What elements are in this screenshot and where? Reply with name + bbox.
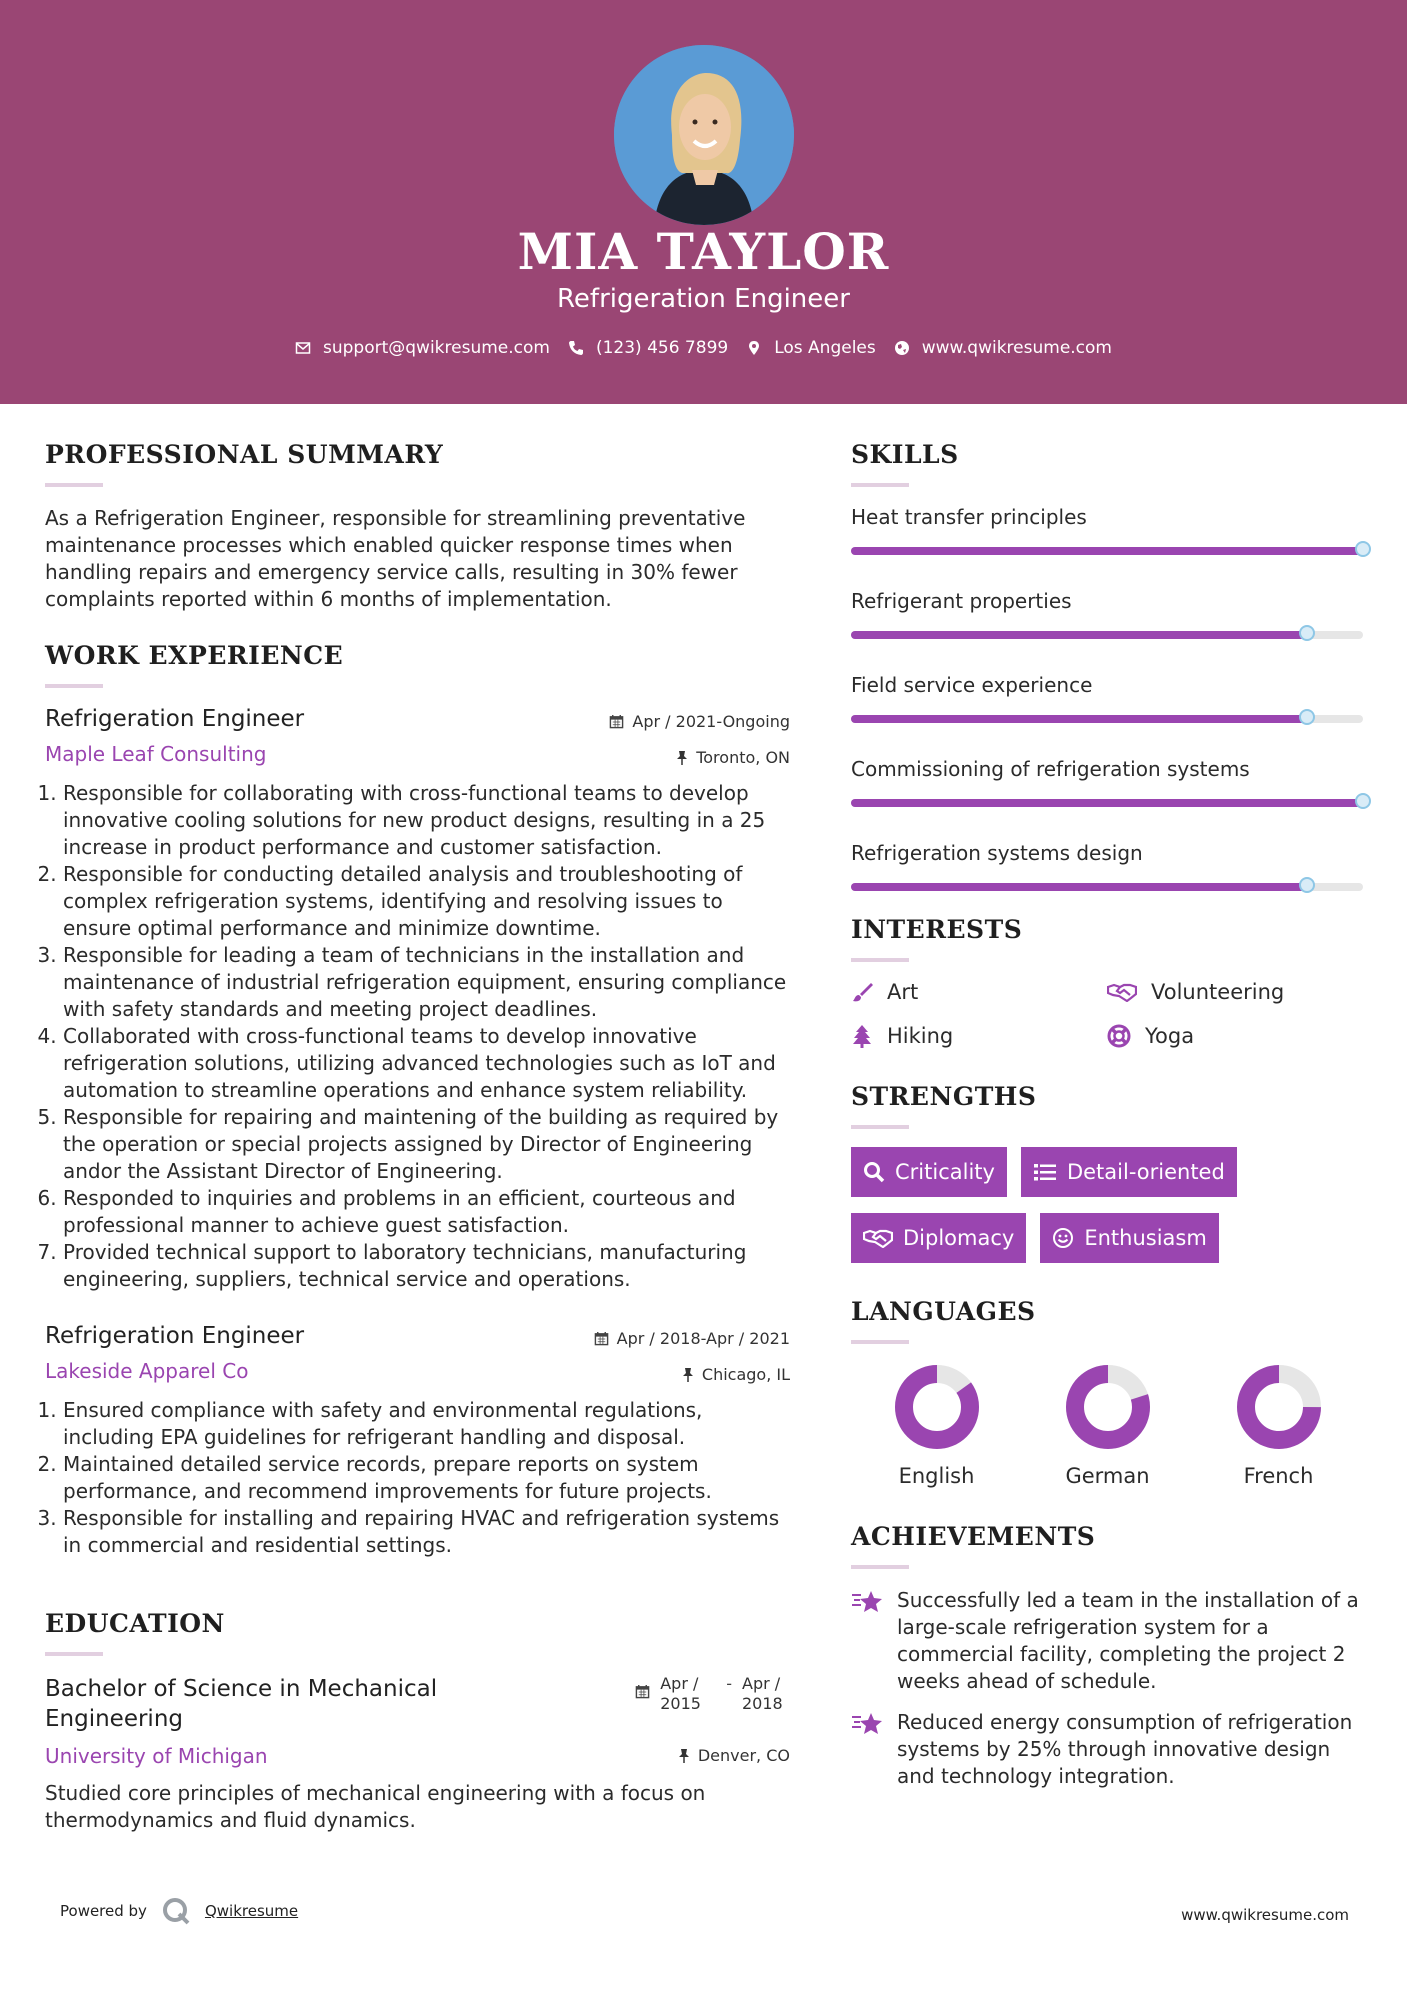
interest-item <box>851 980 1107 1004</box>
list-item: 1. Ensured compliance with safety and environmental regulations, including EPA guidelines for refrigerant handling and disposal. <box>63 1397 790 1451</box>
calendar-icon <box>609 714 624 729</box>
list-item: 2. Maintained detailed service records, prepare reports on system performance, and recommend improvements for future projects. <box>63 1451 790 1505</box>
achievement-item <box>851 1587 1366 1695</box>
job-location <box>676 748 790 767</box>
language-donut <box>1234 1362 1324 1452</box>
company-name: Lakeside Apparel Co <box>45 1359 249 1383</box>
pushpin-icon <box>678 1748 690 1764</box>
skill-bar-knob <box>1355 541 1371 557</box>
skill-bar <box>851 799 1363 807</box>
list-item: 1. Responsible for collaborating with cross-functional teams to develop innovative cooling solutions for new product designs, resulting in a 25 increase in product performance and customer satisfaction. <box>63 780 790 861</box>
map-pin-icon <box>746 340 762 356</box>
education-location-text: Denver, CO <box>697 1746 790 1765</box>
strength-label: Enthusiasm <box>1084 1226 1207 1250</box>
skill-name: Refrigeration systems design <box>851 841 1143 865</box>
summary-text: As a Refrigeration Engineer, responsible for streamlining preventative maintenance processes which enabled quicker response times when handling repairs and emergency service calls, resulting in 30% fewer complaints reported within 6 months of implementation. <box>45 506 746 611</box>
list-item: 2. Responsible for conducting detailed analysis and troubleshooting of complex refrigeration systems, identifying and resolving issues to ensure optimal performance and minimize downtime. <box>63 861 790 942</box>
paintbrush-icon <box>851 981 873 1003</box>
job-bullets <box>45 1397 790 1559</box>
contact-email[interactable] <box>295 338 550 358</box>
interest-item <box>851 1024 1107 1048</box>
section-divider <box>45 1652 103 1656</box>
job-entry <box>45 1323 790 1559</box>
achievements-list <box>851 1587 1366 1790</box>
shooting-star-icon <box>851 1711 883 1735</box>
contact-email-text: support@qwikresume.com <box>323 338 550 358</box>
interest-label: Art <box>887 980 919 1004</box>
smile-icon <box>1052 1227 1074 1249</box>
interest-label: Yoga <box>1145 1024 1195 1048</box>
achievement-text: Reduced energy consumption of refrigeration systems by 25% through innovative design and technology integration. <box>897 1710 1353 1788</box>
header-banner <box>0 0 1407 404</box>
search-icon <box>863 1161 885 1183</box>
strength-chip <box>1021 1147 1237 1197</box>
education-location <box>678 1746 790 1765</box>
skill-bar <box>851 883 1363 891</box>
skill-bar-fill <box>851 883 1307 891</box>
skill-bar <box>851 631 1363 639</box>
section-divider <box>851 483 909 487</box>
skill-bar <box>851 547 1363 555</box>
candidate-title: Refrigeration Engineer <box>557 284 850 314</box>
education-entry <box>45 1674 790 1834</box>
school-name: University of Michigan <box>45 1744 268 1768</box>
list-item: 3. Responsible for installing and repairing HVAC and refrigeration systems in commercial and residential settings. <box>63 1505 790 1559</box>
interests-heading: INTERESTS <box>851 915 1023 944</box>
list-item: 7. Provided technical support to laboratory technicians, manufacturing engineering, suppliers, technical service and operations. <box>63 1239 790 1293</box>
qwikresume-logo-icon <box>161 1896 191 1926</box>
languages-heading: LANGUAGES <box>851 1297 1036 1326</box>
lifering-icon <box>1107 1024 1131 1048</box>
strengths-list <box>851 1147 1321 1263</box>
powered-by-text: Powered by <box>60 1902 147 1920</box>
strengths-heading: STRENGTHS <box>851 1082 1037 1111</box>
job-entry <box>45 706 790 1293</box>
left-column <box>45 440 790 1834</box>
job-dates <box>594 1329 790 1348</box>
job-dates-text: Apr / 2018-Apr / 2021 <box>616 1329 790 1348</box>
job-location-text: Chicago, IL <box>701 1365 790 1384</box>
interest-label: Hiking <box>887 1024 954 1048</box>
language-donut <box>892 1362 982 1452</box>
skill-bar-fill <box>851 631 1307 639</box>
degree-title: Bachelor of Science in Mechanical Engineering <box>45 1676 438 1732</box>
contact-bar <box>0 338 1407 358</box>
footer-branding <box>60 1896 298 1926</box>
skills-list <box>851 505 1366 891</box>
achievements-heading: ACHIEVEMENTS <box>851 1522 1096 1551</box>
language-label: French <box>1243 1464 1314 1488</box>
experience-heading: WORK EXPERIENCE <box>45 641 344 670</box>
contact-location <box>746 338 876 358</box>
section-divider <box>851 1565 909 1569</box>
section-divider <box>851 1340 909 1344</box>
skill-name: Commissioning of refrigeration systems <box>851 757 1250 781</box>
strength-chip <box>851 1213 1026 1263</box>
section-divider <box>851 958 909 962</box>
list-item: 3. Responsible for leading a team of technicians in the installation and maintenance of industrial refrigeration equipment, ensuring compliance with safety standards and meeting project deadlines. <box>63 942 790 1023</box>
contact-phone-text: (123) 456 7899 <box>595 338 729 358</box>
strength-label: Diplomacy <box>903 1226 1015 1250</box>
skill-name: Heat transfer principles <box>851 505 1087 529</box>
skill-bar-knob <box>1299 709 1315 725</box>
job-title: Refrigeration Engineer <box>45 1323 305 1349</box>
skill-name: Refrigerant properties <box>851 589 1072 613</box>
tree-icon <box>851 1024 873 1048</box>
strength-label: Detail-oriented <box>1066 1160 1225 1184</box>
education-description: Studied core principles of mechanical engineering with a focus on thermodynamics and fluid dynamics. <box>45 1781 706 1832</box>
section-divider <box>851 1125 909 1129</box>
education-end: Apr / 2018 <box>742 1674 783 1713</box>
education-start: Apr / 2015 <box>660 1674 701 1713</box>
skill-bar-fill <box>851 799 1363 807</box>
company-name: Maple Leaf Consulting <box>45 742 267 766</box>
job-location-text: Toronto, ON <box>696 748 790 767</box>
handshake-icon <box>1107 982 1137 1002</box>
job-location <box>682 1365 790 1384</box>
language-label: German <box>1065 1464 1150 1488</box>
handshake-icon <box>863 1228 893 1248</box>
skills-heading: SKILLS <box>851 440 959 469</box>
candidate-name: MIA TAYLOR <box>517 222 890 281</box>
pushpin-icon <box>676 750 688 766</box>
profile-photo <box>614 45 794 225</box>
language-donut <box>1063 1362 1153 1452</box>
date-separator: - <box>726 1674 732 1693</box>
skill-bar-fill <box>851 547 1363 555</box>
interests-grid <box>851 980 1366 1048</box>
language-item <box>1193 1362 1364 1488</box>
job-title: Refrigeration Engineer <box>45 706 305 732</box>
education-dates <box>635 1674 790 1714</box>
interest-item <box>1107 1024 1363 1048</box>
achievement-text: Successfully led a team in the installation of a large-scale refrigeration system for a commercial facility, completing the project 2 weeks ahead of schedule. <box>897 1588 1359 1693</box>
interest-item <box>1107 980 1363 1004</box>
skill-name: Field service experience <box>851 673 1093 697</box>
phone-icon <box>568 340 584 356</box>
language-label: English <box>898 1464 975 1488</box>
brand-link[interactable]: Qwikresume <box>204 1902 299 1920</box>
strength-label: Criticality <box>895 1160 995 1184</box>
globe-icon <box>894 340 910 356</box>
education-heading: EDUCATION <box>45 1609 225 1638</box>
calendar-icon <box>635 1684 650 1699</box>
list-item: 5. Responsible for repairing and maintening of the building as required by the operation or special projects assigned by Director of Engineering andor the Assistant Director of Engineering. <box>63 1104 790 1185</box>
job-bullets <box>45 780 790 1293</box>
language-item <box>851 1362 1022 1488</box>
skill-bar-knob <box>1299 625 1315 641</box>
summary-heading: PROFESSIONAL SUMMARY <box>45 440 444 469</box>
language-item <box>1022 1362 1193 1488</box>
contact-website-text: www.qwikresume.com <box>921 338 1112 358</box>
interest-label: Volunteering <box>1151 980 1285 1004</box>
skill-bar-knob <box>1355 793 1371 809</box>
pushpin-icon <box>682 1367 694 1383</box>
list-item: 4. Collaborated with cross-functional teams to develop innovative refrigeration solutions, utilizing advanced technologies such as IoT and automation to streamline operations and enhance system reliability. <box>63 1023 790 1104</box>
languages-list <box>851 1362 1366 1488</box>
list-item: 6. Responded to inquiries and problems in an efficient, courteous and professional manner to achieve guest satisfaction. <box>63 1185 790 1239</box>
skill-bar <box>851 715 1363 723</box>
achievement-item <box>851 1709 1366 1790</box>
job-dates-text: Apr / 2021-Ongoing <box>632 712 790 731</box>
strength-chip <box>851 1147 1007 1197</box>
footer-url[interactable]: www.qwikresume.com <box>1181 1906 1349 1924</box>
strength-chip <box>1040 1213 1218 1263</box>
skill-bar-knob <box>1299 877 1315 893</box>
envelope-icon <box>295 340 311 356</box>
job-dates <box>609 712 790 731</box>
list-icon <box>1033 1162 1057 1182</box>
section-divider <box>45 684 103 688</box>
contact-website[interactable] <box>894 338 1112 358</box>
shooting-star-icon <box>851 1589 883 1613</box>
contact-location-text: Los Angeles <box>774 338 876 358</box>
right-column <box>851 440 1366 1804</box>
section-divider <box>45 483 103 487</box>
calendar-icon <box>594 1331 609 1346</box>
skill-bar-fill <box>851 715 1307 723</box>
contact-phone[interactable] <box>568 338 728 358</box>
